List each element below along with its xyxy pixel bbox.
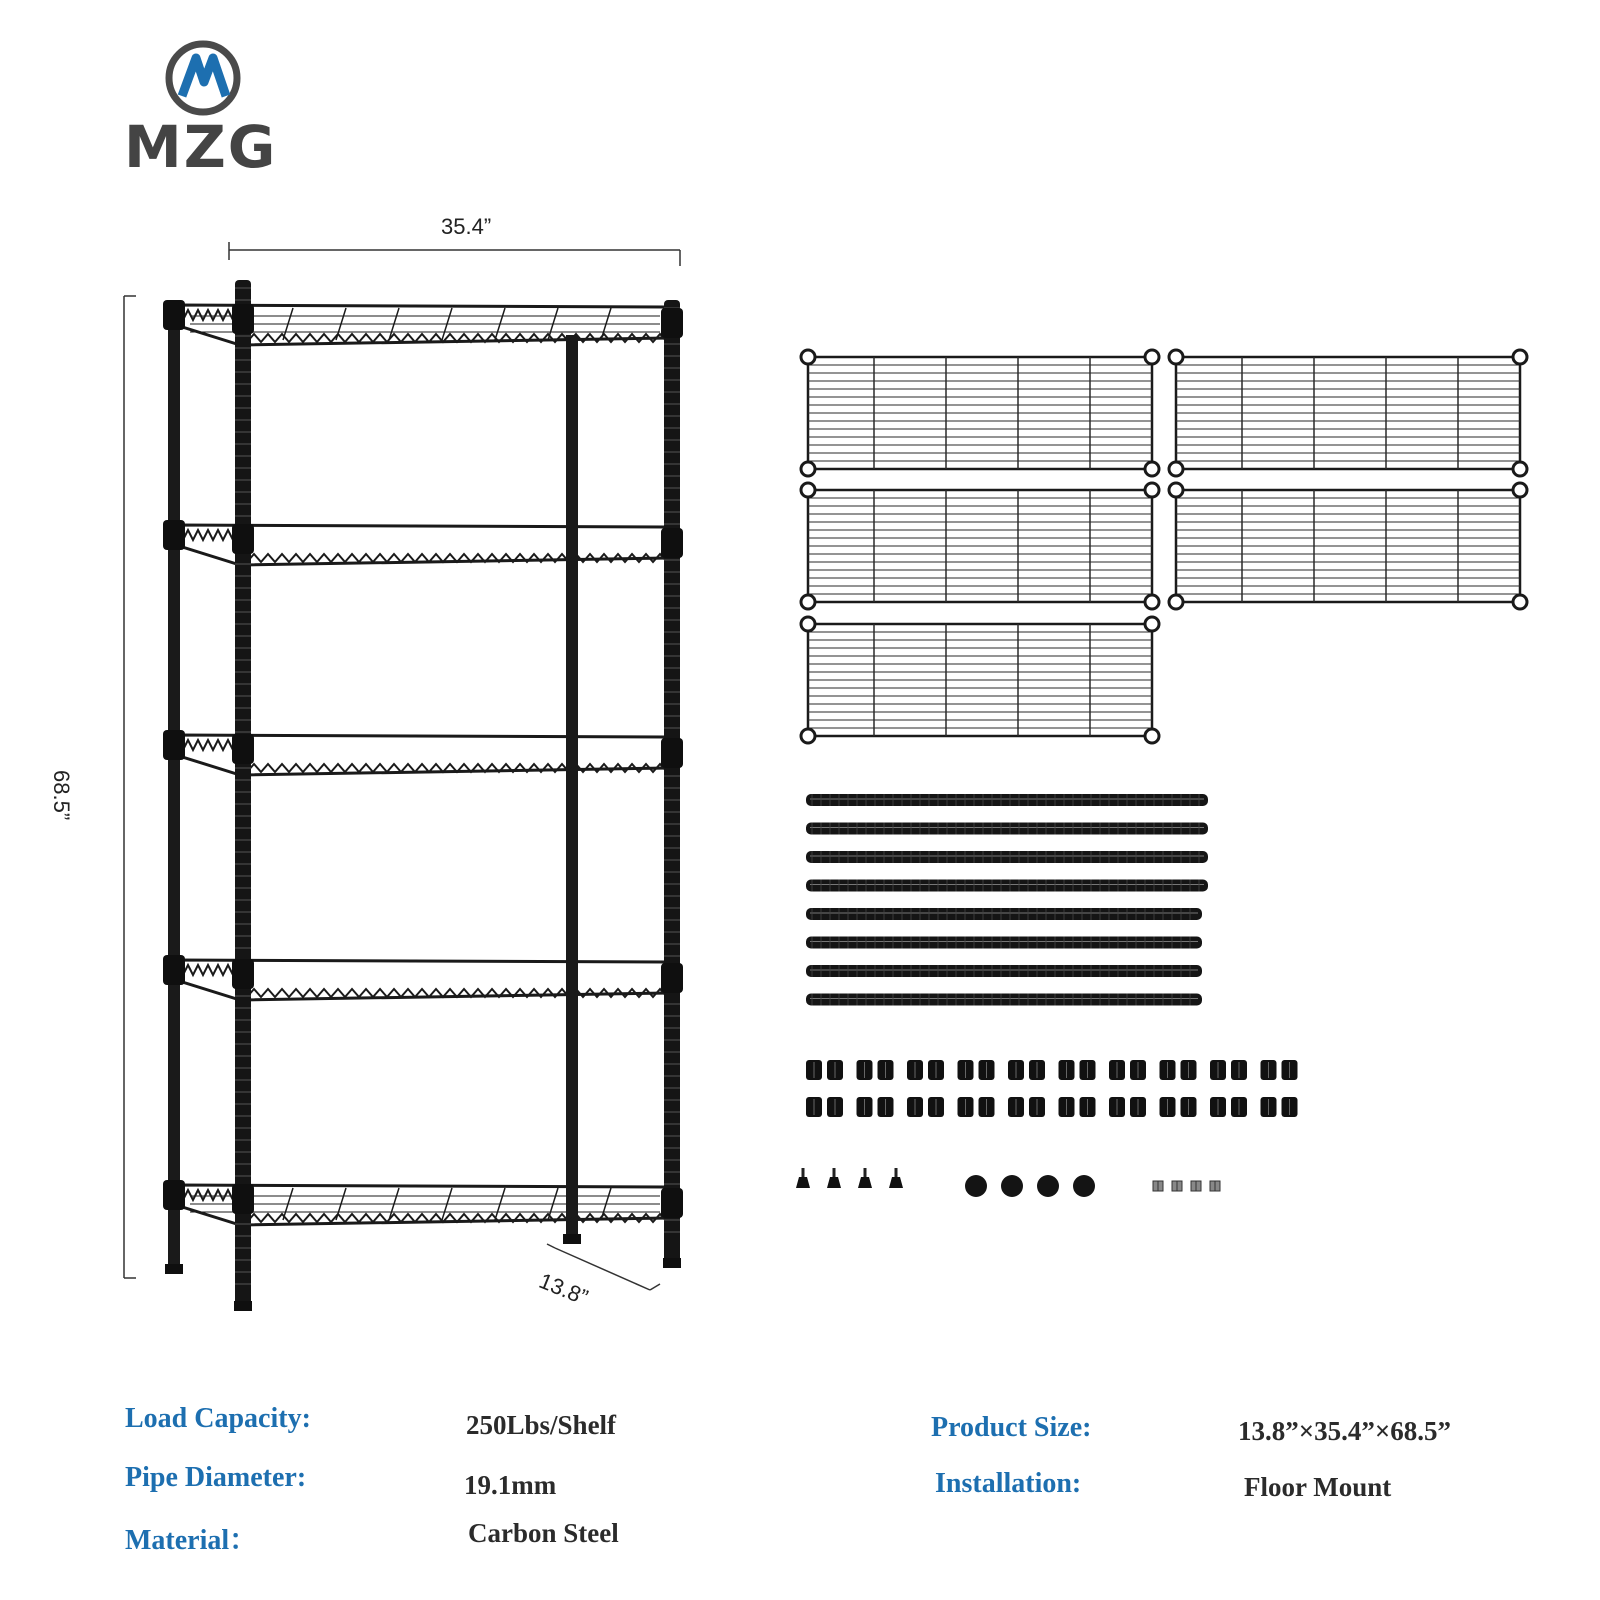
brand-name: MZG	[124, 113, 278, 181]
sleeve-clip-part	[1210, 1097, 1226, 1117]
sleeve-joint	[163, 1180, 185, 1210]
sleeve-clip-part	[1059, 1097, 1075, 1117]
pole-part	[806, 965, 1202, 977]
sleeve-clip-part	[1261, 1097, 1277, 1117]
sleeve-joint	[232, 734, 254, 764]
sleeve-clip-part	[928, 1060, 944, 1080]
sleeve-clip-part	[1231, 1097, 1247, 1117]
leveling-foot	[563, 1234, 581, 1244]
sleeve-clip-part	[907, 1097, 923, 1117]
sleeve-clip-part	[857, 1060, 873, 1080]
sleeve-clip-part	[979, 1097, 995, 1117]
spec-label-material: Material：	[125, 1525, 258, 1556]
spec-label-pipe-diameter: Pipe Diameter:	[125, 1462, 307, 1493]
spec-label-installation: Installation:	[935, 1468, 1082, 1499]
sleeve-joint	[163, 520, 185, 550]
sleeve-clip-part	[878, 1060, 894, 1080]
width-dimension-line	[229, 242, 680, 266]
cap-part	[965, 1175, 987, 1197]
sleeve-clip-part	[1008, 1060, 1024, 1080]
pole-part	[806, 880, 1208, 892]
pole-part	[806, 851, 1208, 863]
sleeve-clip-part	[958, 1060, 974, 1080]
sleeve-joint	[232, 304, 254, 334]
sleeve-clip-part	[1181, 1060, 1197, 1080]
pole-part	[806, 823, 1208, 835]
depth-dimension-label: 13.8”	[535, 1268, 592, 1310]
pole-part	[806, 937, 1202, 949]
width-dimension-label: 35.4”	[441, 214, 492, 239]
sleeve-clip-part	[1231, 1060, 1247, 1080]
sleeve-clip-part	[1282, 1060, 1298, 1080]
spec-value-material: Carbon Steel	[468, 1518, 619, 1548]
sleeve-clip-part	[827, 1097, 843, 1117]
cap-part	[1001, 1175, 1023, 1197]
sleeve-clip-part	[907, 1060, 923, 1080]
spec-value-load-capacity: 250Lbs/Shelf	[466, 1410, 617, 1440]
sleeve-clip-part	[1130, 1060, 1146, 1080]
sleeve-clip-part	[1109, 1060, 1125, 1080]
sleeve-clip-part	[806, 1060, 822, 1080]
shelf-panel-part	[1169, 350, 1527, 476]
sleeve-joint	[661, 738, 683, 768]
sleeve-joint	[163, 730, 185, 760]
sleeve-clip-part	[1080, 1060, 1096, 1080]
pole-part	[806, 994, 1202, 1006]
sleeve-clip-part	[1029, 1060, 1045, 1080]
sleeve-joint	[232, 959, 254, 989]
leveling-foot	[663, 1258, 681, 1268]
sleeve-joint	[661, 1188, 683, 1218]
sleeve-clip-part	[1210, 1060, 1226, 1080]
connector-part	[1172, 1181, 1182, 1191]
sleeve-clip-part	[1160, 1060, 1176, 1080]
sleeve-clip-part	[1130, 1097, 1146, 1117]
connector-part	[1210, 1181, 1220, 1191]
back-pole	[566, 335, 578, 1238]
sleeve-clip-part	[827, 1060, 843, 1080]
sleeve-clip-part	[928, 1097, 944, 1117]
sleeve-clip-part	[806, 1097, 822, 1117]
spec-value-product-size: 13.8”×35.4”×68.5”	[1238, 1416, 1452, 1446]
leveling-foot-part	[796, 1168, 810, 1188]
sleeve-joint	[163, 300, 185, 330]
shelf-panel-part	[801, 483, 1159, 609]
sleeve-clip-part	[1160, 1097, 1176, 1117]
spec-label-load-capacity: Load Capacity:	[125, 1403, 311, 1434]
leveling-foot-part	[889, 1168, 903, 1188]
shelf-panel-part	[801, 350, 1159, 476]
sleeve-joint	[661, 308, 683, 338]
pole-part	[806, 908, 1202, 920]
sleeve-clip-part	[857, 1097, 873, 1117]
pole-part	[806, 794, 1208, 806]
leveling-foot-part	[827, 1168, 841, 1188]
back-pole	[168, 310, 180, 1268]
sleeve-clip-part	[878, 1097, 894, 1117]
spec-label-product-size: Product Size:	[931, 1412, 1092, 1443]
sleeve-clip-part	[1282, 1097, 1298, 1117]
spec-value-pipe-diameter: 19.1mm	[464, 1470, 557, 1500]
shelf-panel-part	[1169, 483, 1527, 609]
sleeve-clip-part	[958, 1097, 974, 1117]
sleeve-joint	[232, 1184, 254, 1214]
sleeve-joint	[232, 524, 254, 554]
spec-value-installation: Floor Mount	[1244, 1472, 1392, 1502]
leveling-foot	[165, 1264, 183, 1274]
sleeve-joint	[661, 963, 683, 993]
sleeve-clip-part	[1059, 1060, 1075, 1080]
sleeve-joint	[163, 955, 185, 985]
height-dimension-label: 68.5”	[49, 770, 74, 821]
connector-part	[1153, 1181, 1163, 1191]
leveling-foot-part	[858, 1168, 872, 1188]
sleeve-clip-part	[1008, 1097, 1024, 1117]
cap-part	[1073, 1175, 1095, 1197]
sleeve-clip-part	[1029, 1097, 1045, 1117]
sleeve-clip-part	[1181, 1097, 1197, 1117]
front-pole	[664, 300, 680, 1262]
height-dimension-line	[124, 296, 136, 1278]
connector-part	[1191, 1181, 1201, 1191]
sleeve-clip-part	[1080, 1097, 1096, 1117]
leveling-foot	[234, 1301, 252, 1311]
sleeve-clip-part	[979, 1060, 995, 1080]
sleeve-clip-part	[1109, 1097, 1125, 1117]
sleeve-joint	[661, 528, 683, 558]
sleeve-clip-part	[1261, 1060, 1277, 1080]
cap-part	[1037, 1175, 1059, 1197]
shelf-panel-part	[801, 617, 1159, 743]
